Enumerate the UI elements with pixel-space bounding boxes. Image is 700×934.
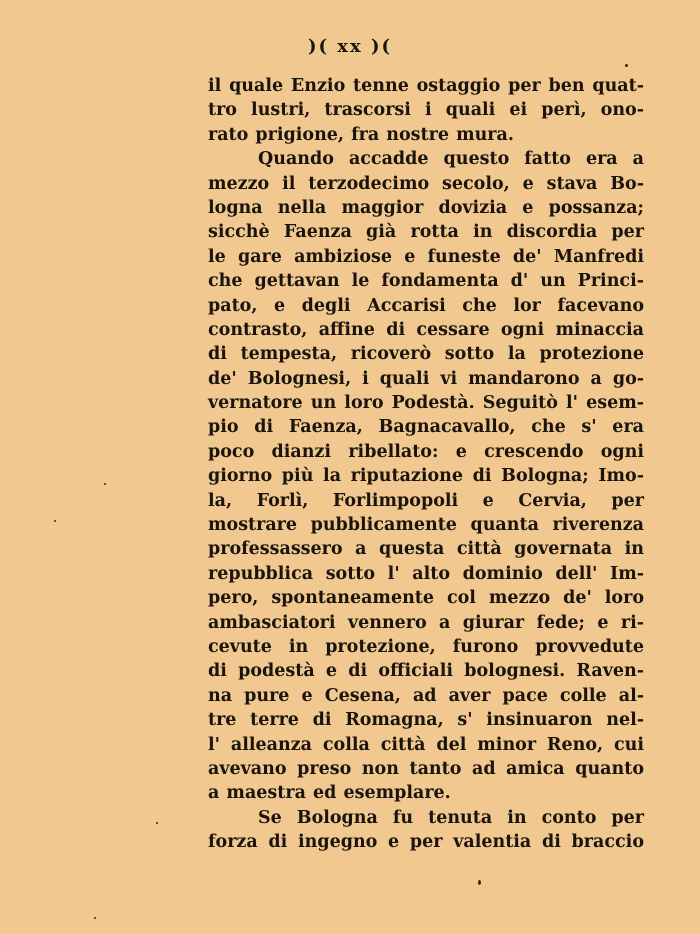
text-line: poco dianzi ribellato: e crescendo ogni	[208, 441, 644, 462]
text-line: vernatore un loro Podestà. Seguitò l' esem-	[208, 393, 644, 414]
text-line: Se Bologna fu tenuta in conto per	[258, 807, 644, 828]
print-speck	[156, 822, 158, 824]
text-line: professassero a questa città governata in	[208, 539, 644, 560]
running-head: )( xx )(	[307, 36, 393, 57]
print-speck	[54, 520, 56, 522]
text-line: di tempesta, ricoverò sotto la protezione	[208, 344, 644, 365]
text-line: rato prigione, fra nostre mura.	[208, 124, 514, 145]
text-line: pio di Faenza, Bagnacavallo, che s' era	[208, 417, 644, 438]
text-line: contrasto, affine di cessare ogni minaccia	[208, 319, 644, 340]
body-text	[208, 74, 644, 855]
print-speck	[104, 483, 106, 485]
text-line: Quando accadde questo fatto era a	[258, 149, 644, 170]
text-line: avevano preso non tanto ad amica quanto	[208, 758, 644, 779]
text-line: giorno più la riputazione di Bologna; Imo-	[208, 466, 644, 487]
text-line: mezzo il terzodecimo secolo, e stava Bo-	[208, 173, 644, 194]
text-line: repubblica sotto l' alto dominio dell' Im-	[208, 563, 644, 584]
text-line: pato, e degli Accarisi che lor facevano	[208, 295, 644, 316]
text-line: le gare ambiziose e funeste de' Manfredi	[208, 246, 644, 267]
text-line: mostrare pubblicamente quanta riverenza	[208, 515, 644, 536]
text-line: logna nella maggior dovizia e possanza;	[208, 197, 644, 218]
text-line: che gettavan le fondamenta d' un Princi-	[208, 271, 644, 292]
print-speck	[625, 64, 628, 67]
text-line: forza di ingegno e per valentia di braccio	[208, 832, 644, 853]
text-line: a maestra ed esemplare.	[208, 783, 451, 804]
text-line: de' Bolognesi, i quali vi mandarono a go-	[208, 368, 644, 389]
print-speck	[94, 917, 96, 919]
text-line: l' alleanza colla città del minor Reno, cui	[208, 734, 644, 755]
text-line: ambasciatori vennero a giurar fede; e ri-	[208, 612, 644, 633]
text-line: tro lustri, trascorsi i quali ei perì, ono-	[208, 100, 644, 121]
text-line: la, Forlì, Forlimpopoli e Cervia, per	[208, 490, 644, 511]
text-line: na pure e Cesena, ad aver pace colle al-	[208, 685, 644, 706]
print-speck	[478, 880, 481, 885]
text-line: pero, spontaneamente col mezzo de' loro	[208, 588, 644, 609]
text-line: il quale Enzio tenne ostaggio per ben quat-	[208, 76, 644, 96]
text-line: tre terre di Romagna, s' insinuaron nel-	[208, 710, 644, 731]
text-line: sicchè Faenza già rotta in discordia per	[208, 222, 644, 243]
text-line: di podestà e di officiali bolognesi. Raven-	[208, 661, 644, 682]
text-line: cevute in protezione, furono provvedute	[208, 636, 644, 657]
